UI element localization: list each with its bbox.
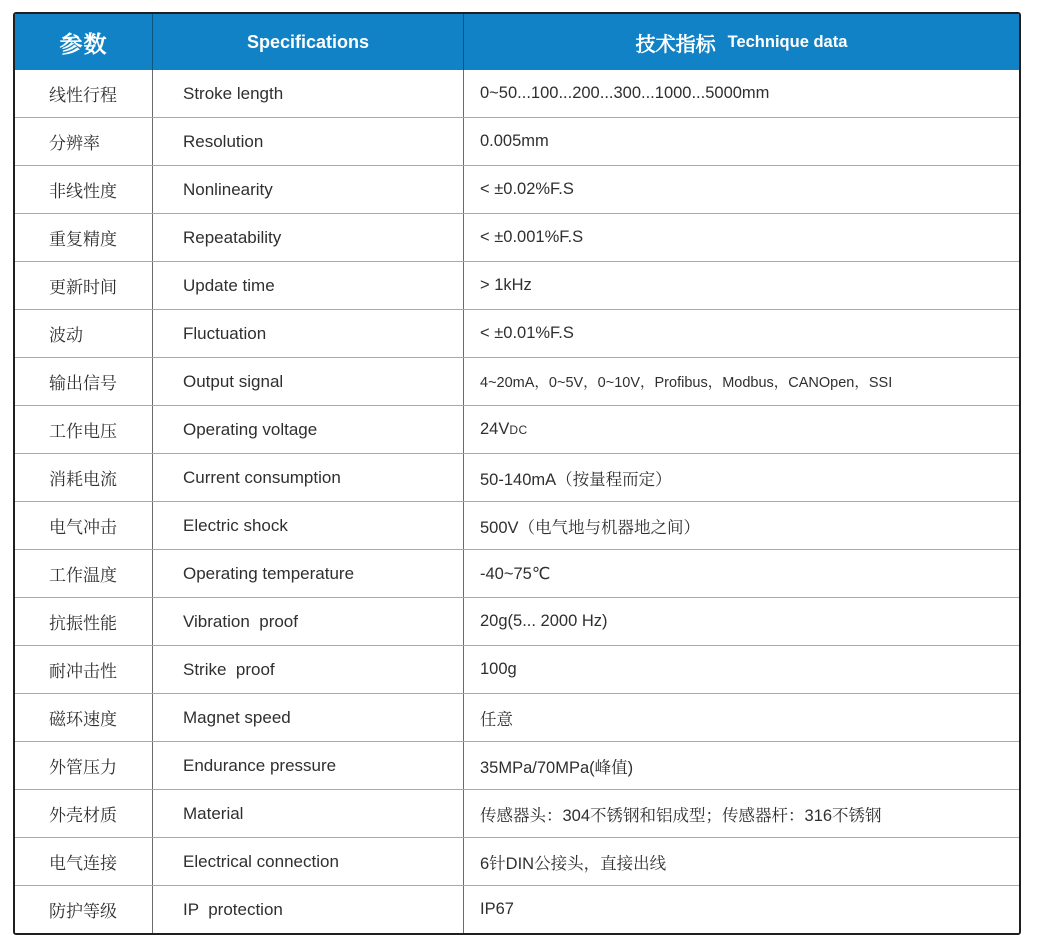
spec-cell: Operating voltage — [152, 406, 463, 453]
spec-cell: Operating temperature — [152, 550, 463, 597]
value-cell: 0~50...100...200...300...1000...5000mm — [463, 70, 1019, 117]
param-cell: 电气冲击 — [49, 518, 117, 537]
value-cell: 4~20mA，0~5V，0~10V，Profibus，Modbus，CANOpen，SSI — [463, 358, 1019, 405]
spec-cell: Resolution — [152, 118, 463, 165]
table-row — [15, 357, 1019, 405]
table-row — [15, 309, 1019, 357]
value-cell: 任意 — [463, 694, 1019, 741]
spec-cell: Nonlinearity — [152, 166, 463, 213]
spec-cell: Material — [152, 790, 463, 837]
param-cell: 线性行程 — [49, 86, 117, 105]
table-row — [15, 405, 1019, 453]
table-row — [15, 501, 1019, 549]
header-cell-technique — [463, 14, 1019, 70]
value-cell: IP67 — [463, 886, 1019, 933]
value-cell: < ±0.01%F.S — [463, 310, 1019, 357]
param-cell: 电气连接 — [49, 854, 117, 873]
header-technique-en-label: Technique data — [727, 32, 848, 51]
param-cell: 耐冲击性 — [49, 662, 117, 681]
spec-cell: Strike proof — [152, 646, 463, 693]
param-cell: 外管压力 — [49, 758, 117, 777]
value-subscript: DC — [509, 423, 528, 437]
value-cell: 100g — [463, 646, 1019, 693]
table-row — [15, 117, 1019, 165]
table-row — [15, 70, 1019, 117]
table-row — [15, 213, 1019, 261]
header-cell-param — [15, 14, 152, 70]
spec-cell: Vibration proof — [152, 598, 463, 645]
value-cell: 50-140mA（按量程而定） — [463, 454, 1019, 501]
value-cell: 500V（电气地与机器地之间） — [463, 502, 1019, 549]
table-row — [15, 597, 1019, 645]
value-cell: -40~75℃ — [463, 550, 1019, 597]
header-cell-specifications — [152, 14, 463, 70]
table-row — [15, 789, 1019, 837]
param-cell: 抗振性能 — [49, 614, 117, 633]
value-cell: < ±0.001%F.S — [463, 214, 1019, 261]
spec-cell: Endurance pressure — [152, 742, 463, 789]
table-row — [15, 261, 1019, 309]
value-cell: 24VDC — [463, 406, 1019, 453]
value-cell: > 1kHz — [463, 262, 1019, 309]
table-row — [15, 885, 1019, 933]
spec-cell: Output signal — [152, 358, 463, 405]
spec-cell: Update time — [152, 262, 463, 309]
param-cell: 防护等级 — [49, 902, 117, 921]
table-row — [15, 549, 1019, 597]
param-cell: 消耗电流 — [49, 470, 117, 489]
spec-cell: Fluctuation — [152, 310, 463, 357]
value-cell: 6针DIN公接头，直接出线 — [463, 838, 1019, 885]
spec-cell: Repeatability — [152, 214, 463, 261]
param-cell: 输出信号 — [49, 374, 117, 393]
param-cell: 分辨率 — [49, 134, 100, 153]
param-cell: 工作温度 — [49, 566, 117, 585]
specifications-table — [13, 12, 1021, 935]
table-row — [15, 837, 1019, 885]
param-cell: 外壳材质 — [49, 806, 117, 825]
table-row — [15, 453, 1019, 501]
param-cell: 波动 — [49, 326, 83, 345]
header-param-label: 参数 — [59, 30, 108, 57]
table-row — [15, 165, 1019, 213]
spec-cell: Current consumption — [152, 454, 463, 501]
header-technique-zh-label: 技术指标 — [635, 33, 716, 56]
param-cell: 磁环速度 — [49, 710, 117, 729]
table-header-row — [15, 14, 1019, 70]
value-cell: 传感器头：304不锈钢和铝成型；传感器杆：316不锈钢 — [463, 790, 1019, 837]
param-cell: 工作电压 — [49, 422, 117, 441]
param-cell: 更新时间 — [49, 278, 117, 297]
param-cell: 重复精度 — [49, 230, 117, 249]
value-cell: < ±0.02%F.S — [463, 166, 1019, 213]
spec-cell: Electric shock — [152, 502, 463, 549]
spec-cell: Magnet speed — [152, 694, 463, 741]
table-row — [15, 693, 1019, 741]
spec-cell: Electrical connection — [152, 838, 463, 885]
spec-cell: Stroke length — [152, 70, 463, 117]
header-specifications-label: Specifications — [246, 31, 370, 52]
value-cell: 35MPa/70MPa(峰值) — [463, 742, 1019, 789]
param-cell: 非线性度 — [49, 182, 117, 201]
value-cell: 20g(5... 2000 Hz) — [463, 598, 1019, 645]
table-row — [15, 741, 1019, 789]
value-cell: 0.005mm — [463, 118, 1019, 165]
table-row — [15, 645, 1019, 693]
spec-cell: IP protection — [152, 886, 463, 933]
